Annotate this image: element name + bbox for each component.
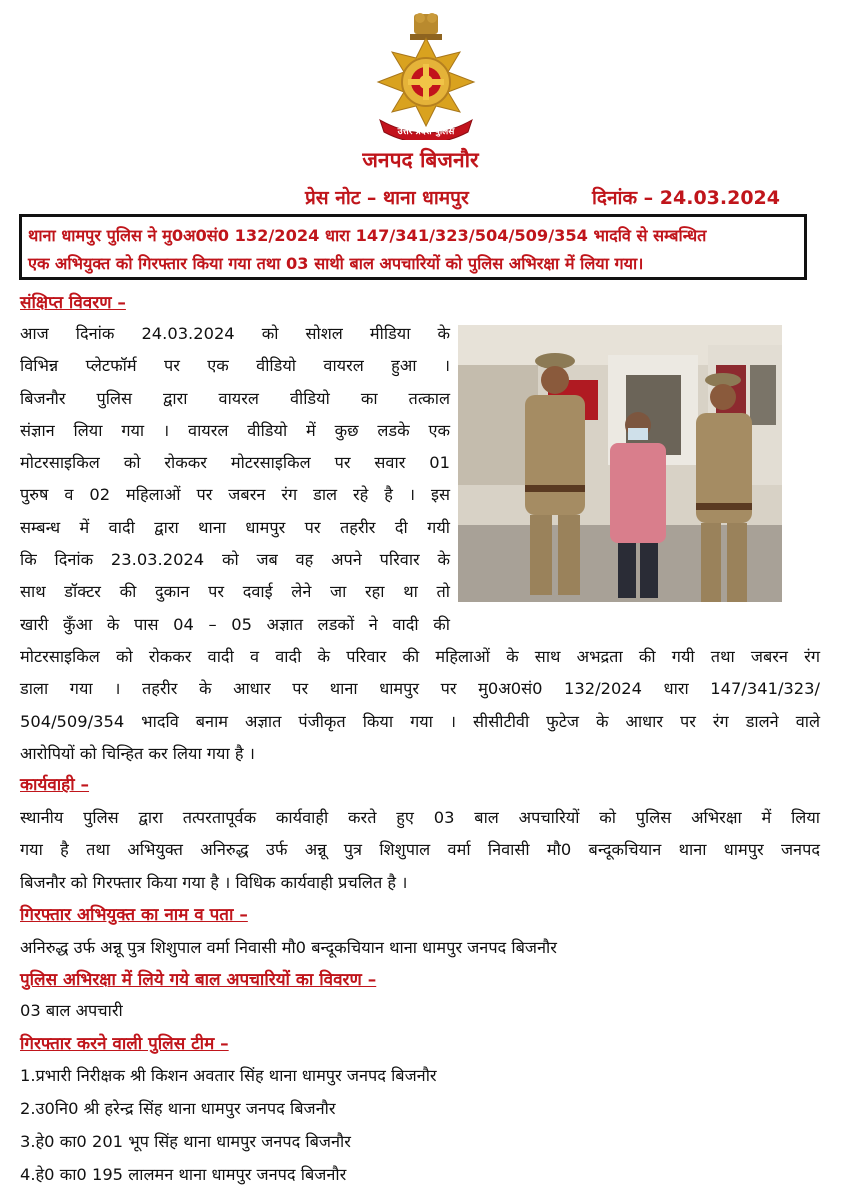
summary-continued-text bbox=[20, 641, 820, 770]
summary-line: बिजनौर पुलिस द्वारा वायरल वीडियो का तत्काल bbox=[20, 388, 450, 408]
team-member: 3.हे0 का0 201 भूप सिंह थाना धामपुर जनपद बिजनौर bbox=[20, 1132, 351, 1151]
summary-line: मोटरसाइकिल को रोककर वादी व वादी के परिवार की महिलाओं के साथ अभद्रता की गयी तथा जबरन रंग bbox=[20, 647, 820, 666]
summary-line: आरोपियों को चिन्हित कर लिया गया है । bbox=[20, 743, 255, 763]
action-line: गया है तथा अभियुक्त अनिरुद्ध उर्फ अन्नू पुत्र शिशुपाल वर्मा निवासी मौ0 बन्दूकचियान थाना धामपुर जनपद bbox=[20, 840, 820, 860]
action-line: बिजनौर को गिरफ्तार किया गया है । विधिक कार्यवाही प्रचलित है । bbox=[20, 872, 408, 892]
summary-line: साथ डॉक्टर की दुकान पर दवाई लेने जा रहा था तो bbox=[20, 582, 450, 602]
summary-line: कि दिनांक 23.03.2024 को जब वह अपने परिवार के bbox=[20, 550, 450, 570]
summary-line: विभिन्न प्लेटफॉर्म पर एक वीडियो वायरल हुआ । bbox=[20, 356, 450, 376]
summary-line: खारी कुँआ के पास 04 – 05 अज्ञात लडकों ने वादी की bbox=[20, 614, 450, 634]
juveniles-details: 03 बाल अपचारी bbox=[20, 1001, 123, 1020]
summary-wrapped-text bbox=[20, 318, 450, 641]
action-heading: कार्यवाही – bbox=[20, 775, 90, 795]
team-member: 2.उ0नि0 श्री हरेन्द्र सिंह थाना धामपुर जनपद बिजनौर bbox=[20, 1099, 336, 1118]
team-heading: गिरफ्तार करने वाली पुलिस टीम – bbox=[20, 1034, 229, 1054]
headline-line: एक अभियुक्त को गिरफ्तार किया गया तथा 03 साथी बाल अपचारियों को पुलिस अभिरक्षा में लिया गया। bbox=[28, 254, 644, 273]
arrest-photo bbox=[458, 325, 782, 602]
headline-line: थाना धामपुर पुलिस ने मु0अ0सं0 132/2024 धारा 147/341/323/504/509/354 भादवि से सम्बन्धित bbox=[28, 226, 707, 245]
press-note-title: प्रेस नोट – थाना धामपुर bbox=[305, 187, 469, 209]
action-text bbox=[20, 802, 820, 899]
press-note-date: दिनांक – 24.03.2024 bbox=[592, 187, 780, 209]
up-police-logo bbox=[370, 8, 482, 140]
accused-heading: गिरफ्तार अभियुक्त का नाम व पता – bbox=[20, 905, 248, 925]
summary-heading: संक्षिप्त विवरण – bbox=[20, 293, 126, 313]
summary-line: सम्बन्ध में वादी द्वारा थाना धामपुर पर तहरीर दी गयी bbox=[20, 517, 450, 537]
national-emblem-icon bbox=[410, 13, 442, 40]
action-line: स्थानीय पुलिस द्वारा तत्परतापूर्वक कार्यवाही करते हुए 03 बाल अपचारियों को पुलिस अभिरक्षा में लिया bbox=[20, 808, 820, 827]
summary-line: मोटरसाइकिल को रोककर मोटरसाइकिल पर सवार 01 bbox=[20, 453, 450, 473]
team-member: 4.हे0 का0 195 लालमन थाना धामपुर जनपद बिजनौर bbox=[20, 1165, 347, 1184]
accused-details: अनिरुद्ध उर्फ अन्नू पुत्र शिशुपाल वर्मा निवासी मौ0 बन्दूकचियान थाना धामपुर जनपद बिजनौर bbox=[20, 938, 557, 957]
district-title: जनपद बिजनौर bbox=[362, 148, 479, 172]
summary-line: आज दिनांक 24.03.2024 को सोशल मीडिया के bbox=[20, 324, 450, 343]
summary-line: डाला गया । तहरीर के आधार पर थाना धामपुर पर मु0अ0सं0 132/2024 धारा 147/341/323/ bbox=[20, 679, 820, 699]
summary-line: 504/509/354 भादवि बनाम अज्ञात पंजीकृत किया गया । सीसीटीवी फुटेज के आधार पर रंग डालने वाले bbox=[20, 711, 820, 731]
juveniles-heading: पुलिस अभिरक्षा में लिये गये बाल अपचारियों का विवरण – bbox=[20, 970, 377, 990]
summary-line: पुरुष व 02 महिलाओं पर जबरन रंग डाल रहे है । इस bbox=[20, 485, 450, 505]
star-badge-icon bbox=[378, 38, 474, 126]
headline-box bbox=[19, 214, 807, 280]
summary-line: संज्ञान लिया गया । वायरल वीडियो में कुछ लडके एक bbox=[20, 420, 450, 440]
logo-ribbon-text: उत्तर प्रदेश पुलिस bbox=[397, 127, 455, 137]
team-member: 1.प्रभारी निरीक्षक श्री किशन अवतार सिंह थाना धामपुर जनपद बिजनौर bbox=[20, 1066, 437, 1085]
